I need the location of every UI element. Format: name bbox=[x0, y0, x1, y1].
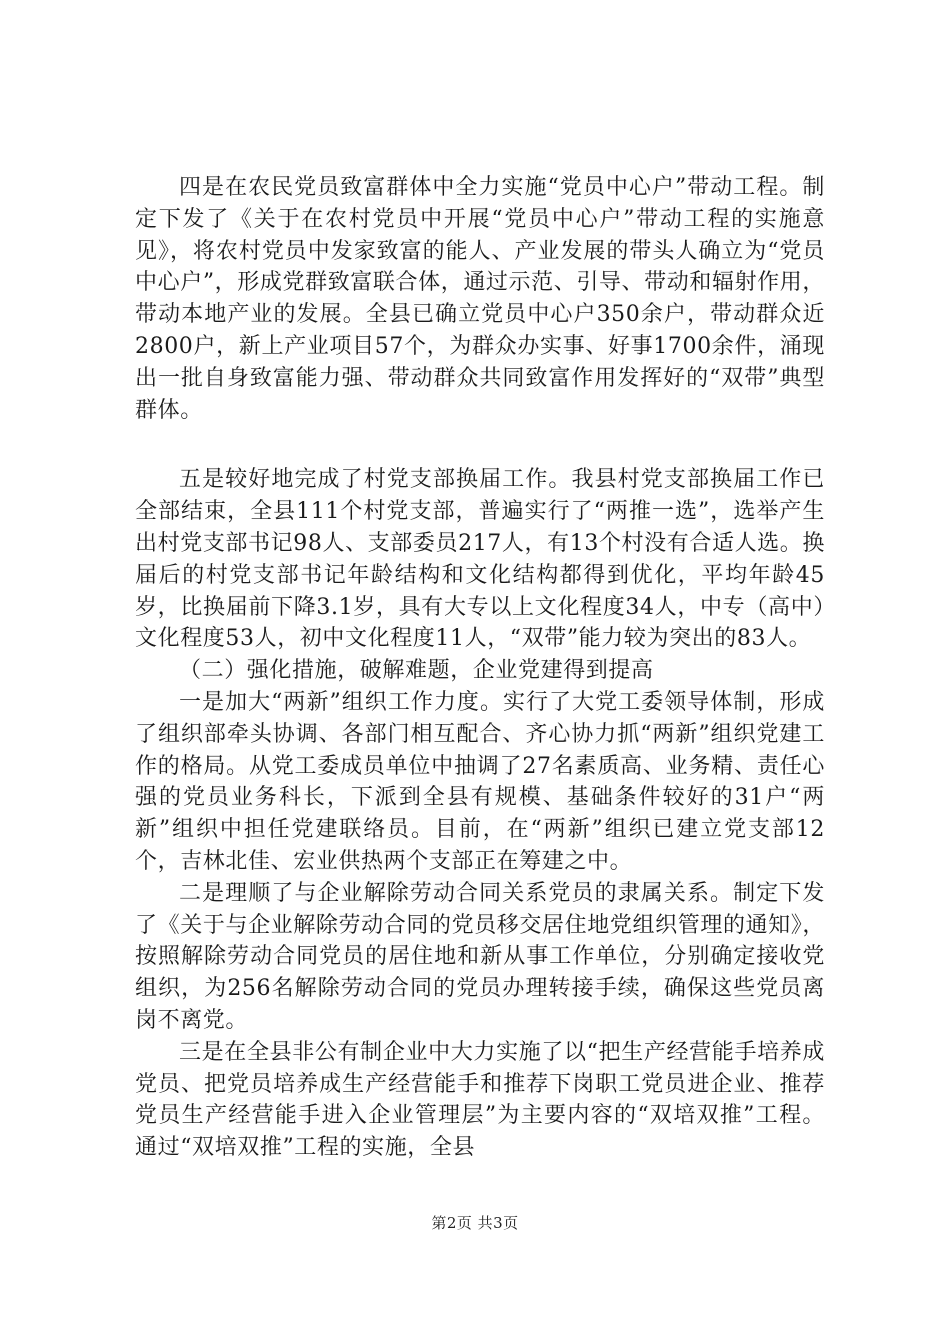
paragraph-double-cultivation: 三是在全县非公有制企业中大力实施了以“把生产经营能手培养成党员、把党员培养成生产经营能手和推荐下岗职工党员进企业、推荐党员生产经营能手进入企业管理层”为主要内容的“双培双推”工程。通过“双培双推”工程的实施，全县 bbox=[135, 1039, 825, 1161]
page-number-footer: 第2页 共3页 bbox=[431, 1214, 519, 1232]
section-heading-enterprise-party-building: （二）强化措施，破解难题，企业党建得到提高 bbox=[179, 658, 654, 684]
paragraph-party-center-household: 四是在农民党员致富群体中全力实施“党员中心户”带动工程。制定下发了《关于在农村党员中开展“党员中心户”带动工程的实施意见》，将农村党员中发家致富的能人、产业发展的带头人确立为“党员中心户”，形成党群致富联合体，通过示范、引导、带动和辐射作用，带动本地产业的发展。全县已确立党员中心户350余户，带动群众近2800户，新上产业项目57个，为群众办实事、好事1700余件，涌现出一批自身致富能力强、带动群众共同致富作用发挥好的“双带”典型群体。 bbox=[135, 175, 825, 423]
paragraph-branch-election: 五是较好地完成了村党支部换届工作。我县村党支部换届工作已全部结束，全县111个村党支部，普遍实行了“两推一选”，选举产生出村党支部书记98人、支部委员217人，有13个村没有合适人选。换届后的村党支部书记年龄结构和文化结构都得到优化，平均年龄45岁，比换届前下降3.1岁，具有大专以上文化程度34人，中专（高中）文化程度53人，初中文化程度11人，“双带”能力较为突出的83人。 bbox=[135, 467, 825, 652]
document-body bbox=[135, 172, 825, 1164]
paragraph-membership-transfer: 二是理顺了与企业解除劳动合同关系党员的隶属关系。制定下发了《关于与企业解除劳动合同的党员移交居住地党组织管理的通知》，按照解除劳动合同党员的居住地和新从事工作单位，分别确定接收党组织，为256名解除劳动合同的党员办理转接手续，确保这些党员离岗不离党。 bbox=[135, 880, 825, 1033]
paragraph-two-new-organizations: 一是加大“两新”组织工作力度。实行了大党工委领导体制，形成了组织部牵头协调、各部门相互配合、齐心协力抓“两新”组织党建工作的格局。从党工委成员单位中抽调了27名素质高、业务精、责任心强的党员业务科长，下派到全县有规模、基础条件较好的31户“两新”组织中担任党建联络员。目前，在“两新”组织已建立党支部12个，吉林北佳、宏业供热两个支部正在筹建之中。 bbox=[135, 689, 825, 874]
